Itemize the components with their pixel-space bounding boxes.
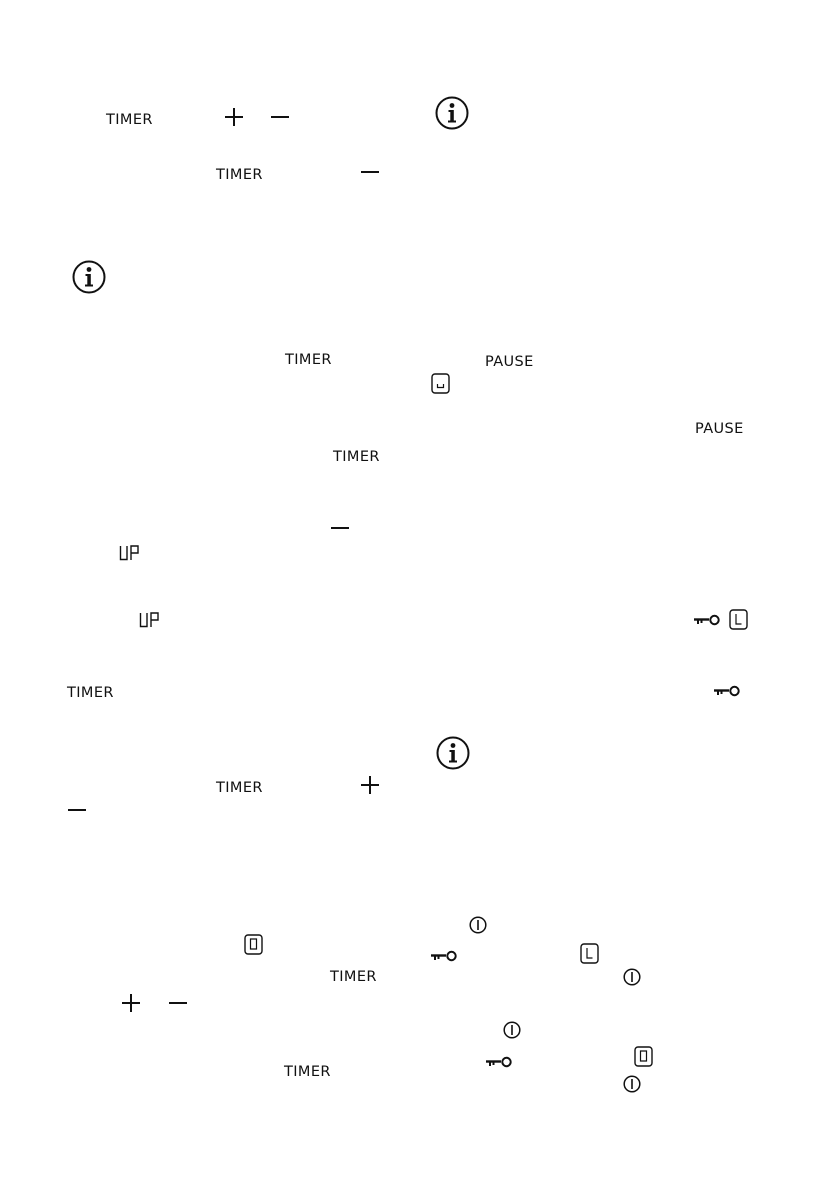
timer-label: TIMER (330, 969, 377, 985)
minus-icon (167, 992, 189, 1014)
key-lock-icon (693, 613, 721, 627)
timer-label: TIMER (284, 1064, 331, 1080)
minus-icon (66, 799, 88, 821)
power-icon (503, 1021, 521, 1039)
pause-label: PAUSE (695, 421, 744, 437)
lock-display-symbol (580, 943, 599, 964)
plus-icon (359, 774, 381, 796)
minus-icon (359, 161, 381, 183)
power-icon (469, 916, 487, 934)
plus-icon (120, 992, 142, 1014)
minus-icon (269, 106, 291, 128)
up-display-symbol (139, 612, 161, 628)
timer-label: TIMER (285, 352, 332, 368)
up-display-symbol (119, 545, 141, 561)
timer-label: TIMER (216, 167, 263, 183)
plus-icon (223, 106, 245, 128)
timer-label: TIMER (106, 112, 153, 128)
lock-display-symbol (729, 609, 748, 630)
key-lock-icon (485, 1055, 513, 1069)
key-lock-icon (713, 684, 741, 698)
residual-heat-display-icon (431, 373, 450, 394)
info-icon (436, 736, 470, 770)
timer-label: TIMER (333, 449, 380, 465)
pause-label: PAUSE (485, 354, 534, 370)
zero-display-symbol (244, 934, 263, 955)
timer-label: TIMER (216, 780, 263, 796)
power-icon (623, 1075, 641, 1093)
key-lock-icon (430, 949, 458, 963)
info-icon (435, 96, 469, 130)
power-icon (623, 968, 641, 986)
zero-display-symbol (634, 1046, 653, 1067)
info-icon (72, 260, 106, 294)
minus-icon (329, 517, 351, 539)
timer-label: TIMER (67, 685, 114, 701)
